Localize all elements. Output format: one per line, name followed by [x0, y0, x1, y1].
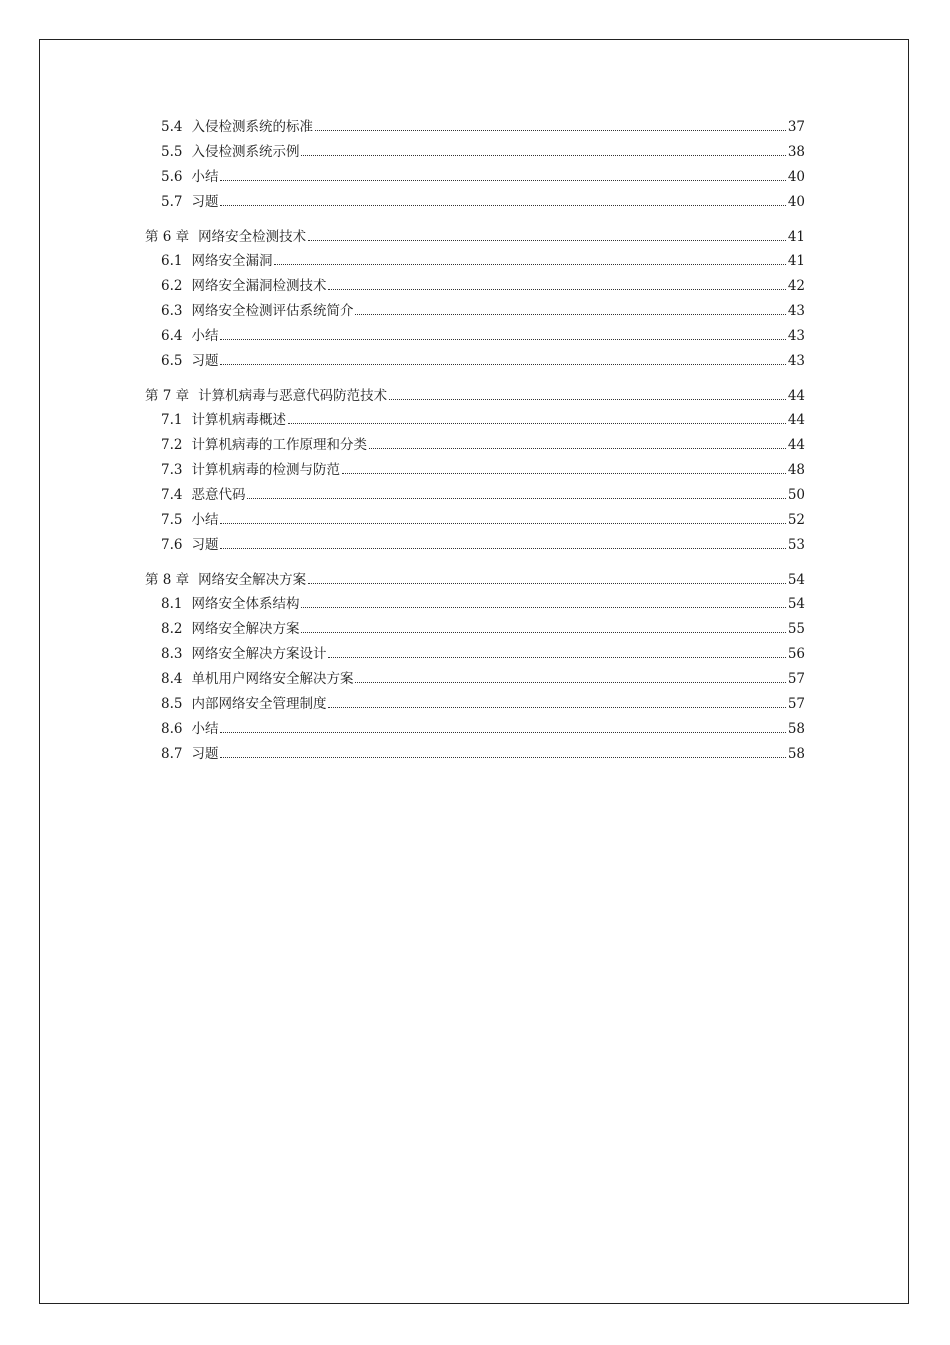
toc-group — [145, 117, 805, 217]
toc-section-entry[interactable] — [145, 251, 805, 276]
page-number: 57 — [787, 671, 805, 687]
toc-section-entry[interactable] — [145, 485, 805, 510]
dot-leader — [308, 240, 786, 241]
section-title: 恶意代码 — [191, 487, 246, 503]
section-title: 网络安全检测评估系统简介 — [191, 303, 354, 319]
table-of-contents — [145, 117, 805, 769]
section-number: 7.6 — [161, 537, 183, 553]
page-number: 57 — [787, 696, 805, 712]
section-number: 6.3 — [161, 303, 183, 319]
section-number: 8.3 — [161, 646, 183, 662]
page-number: 50 — [787, 487, 805, 503]
dot-leader — [308, 583, 786, 584]
chapter-title: 网络安全解决方案 — [198, 572, 307, 588]
page-number: 54 — [787, 596, 805, 612]
page-number: 43 — [787, 303, 805, 319]
dot-leader — [220, 548, 785, 549]
page-number: 58 — [787, 721, 805, 737]
chapter-label: 第 8 章 — [145, 572, 190, 588]
section-title: 小结 — [191, 721, 219, 737]
section-number: 7.3 — [161, 462, 183, 478]
section-title: 网络安全解决方案 — [191, 621, 300, 637]
section-number: 8.7 — [161, 746, 183, 762]
toc-section-entry[interactable] — [145, 744, 805, 769]
toc-section-entry[interactable] — [145, 142, 805, 167]
page-number: 55 — [787, 621, 805, 637]
toc-section-entry[interactable] — [145, 594, 805, 619]
dot-leader — [301, 607, 785, 608]
page-number: 37 — [787, 119, 805, 135]
toc-group — [145, 376, 805, 560]
toc-section-entry[interactable] — [145, 192, 805, 217]
dot-leader — [328, 657, 785, 658]
toc-group — [145, 217, 805, 376]
section-number: 8.4 — [161, 671, 183, 687]
page-number: 40 — [787, 194, 805, 210]
dot-leader — [328, 707, 785, 708]
page-number: 43 — [787, 353, 805, 369]
dot-leader — [220, 364, 785, 365]
page-number: 44 — [787, 388, 805, 404]
page-number: 38 — [787, 144, 805, 160]
page-number: 53 — [787, 537, 805, 553]
section-number: 5.5 — [161, 144, 183, 160]
dot-leader — [220, 339, 785, 340]
toc-section-entry[interactable] — [145, 719, 805, 744]
dot-leader — [220, 732, 785, 733]
section-number: 8.5 — [161, 696, 183, 712]
chapter-label: 第 6 章 — [145, 229, 190, 245]
dot-leader — [288, 423, 786, 424]
section-title: 习题 — [191, 746, 219, 762]
toc-section-entry[interactable] — [145, 167, 805, 192]
dot-leader — [355, 682, 785, 683]
dot-leader — [247, 498, 785, 499]
toc-section-entry[interactable] — [145, 644, 805, 669]
page-number: 40 — [787, 169, 805, 185]
toc-section-entry[interactable] — [145, 435, 805, 460]
toc-section-entry[interactable] — [145, 619, 805, 644]
dot-leader — [315, 130, 786, 131]
chapter-title: 计算机病毒与恶意代码防范技术 — [198, 388, 388, 404]
toc-chapter-entry[interactable] — [145, 376, 805, 410]
section-title: 内部网络安全管理制度 — [191, 696, 327, 712]
page-number: 43 — [787, 328, 805, 344]
section-number: 6.5 — [161, 353, 183, 369]
section-title: 习题 — [191, 537, 219, 553]
dot-leader — [355, 314, 785, 315]
section-title: 计算机病毒概述 — [191, 412, 286, 428]
page-number: 44 — [787, 437, 805, 453]
page-number: 42 — [787, 278, 805, 294]
section-number: 7.2 — [161, 437, 183, 453]
toc-section-entry[interactable] — [145, 326, 805, 351]
section-title: 入侵检测系统示例 — [191, 144, 300, 160]
section-number: 7.5 — [161, 512, 183, 528]
section-title: 网络安全漏洞 — [191, 253, 273, 269]
dot-leader — [301, 155, 785, 156]
page-number: 56 — [787, 646, 805, 662]
toc-chapter-entry[interactable] — [145, 560, 805, 594]
section-title: 网络安全体系结构 — [191, 596, 300, 612]
section-title: 小结 — [191, 512, 219, 528]
page-number: 54 — [787, 572, 805, 588]
dot-leader — [328, 289, 785, 290]
section-number: 5.4 — [161, 119, 183, 135]
section-number: 8.1 — [161, 596, 183, 612]
toc-section-entry[interactable] — [145, 694, 805, 719]
toc-section-entry[interactable] — [145, 410, 805, 435]
section-title: 单机用户网络安全解决方案 — [191, 671, 354, 687]
toc-section-entry[interactable] — [145, 351, 805, 376]
dot-leader — [274, 264, 785, 265]
page-number: 58 — [787, 746, 805, 762]
page-number: 41 — [787, 229, 805, 245]
toc-section-entry[interactable] — [145, 510, 805, 535]
page-number: 41 — [787, 253, 805, 269]
section-number: 7.4 — [161, 487, 183, 503]
dot-leader — [220, 205, 785, 206]
section-title: 计算机病毒的工作原理和分类 — [191, 437, 367, 453]
section-number: 8.6 — [161, 721, 183, 737]
dot-leader — [301, 632, 785, 633]
toc-section-entry[interactable] — [145, 460, 805, 485]
section-number: 6.1 — [161, 253, 183, 269]
section-number: 6.2 — [161, 278, 183, 294]
chapter-title: 网络安全检测技术 — [198, 229, 307, 245]
toc-section-entry[interactable] — [145, 276, 805, 301]
toc-group — [145, 560, 805, 769]
toc-section-entry[interactable] — [145, 669, 805, 694]
page-number: 48 — [787, 462, 805, 478]
dot-leader — [342, 473, 786, 474]
section-number: 5.7 — [161, 194, 183, 210]
section-number: 6.4 — [161, 328, 183, 344]
toc-section-entry[interactable] — [145, 301, 805, 326]
section-title: 入侵检测系统的标准 — [191, 119, 313, 135]
section-title: 习题 — [191, 194, 219, 210]
dot-leader — [389, 399, 786, 400]
section-title: 小结 — [191, 169, 219, 185]
section-title: 小结 — [191, 328, 219, 344]
section-number: 8.2 — [161, 621, 183, 637]
dot-leader — [220, 757, 785, 758]
section-number: 7.1 — [161, 412, 183, 428]
toc-section-entry[interactable] — [145, 117, 805, 142]
chapter-label: 第 7 章 — [145, 388, 190, 404]
dot-leader — [220, 523, 785, 524]
section-title: 网络安全漏洞检测技术 — [191, 278, 327, 294]
page-number: 52 — [787, 512, 805, 528]
section-title: 习题 — [191, 353, 219, 369]
section-title: 计算机病毒的检测与防范 — [191, 462, 340, 478]
dot-leader — [220, 180, 785, 181]
toc-section-entry[interactable] — [145, 535, 805, 560]
section-title: 网络安全解决方案设计 — [191, 646, 327, 662]
section-number: 5.6 — [161, 169, 183, 185]
page-number: 44 — [787, 412, 805, 428]
dot-leader — [369, 448, 786, 449]
toc-chapter-entry[interactable] — [145, 217, 805, 251]
